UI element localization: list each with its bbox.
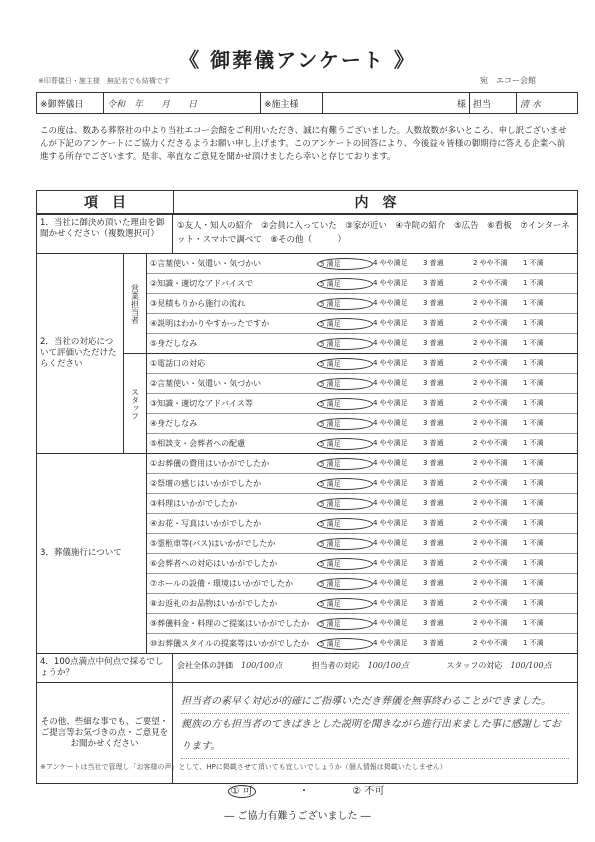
q3-label: 3．葬儀施行について <box>37 454 147 653</box>
table-row <box>147 254 577 274</box>
rating-scale <box>317 258 577 270</box>
rating-option[interactable]: 5 満足 <box>317 318 373 330</box>
rating-option[interactable]: 5 満足 <box>317 378 373 390</box>
rating-scale <box>317 438 577 450</box>
rating-option[interactable]: 1 不満 <box>523 278 544 287</box>
rating-option[interactable]: 4 やや満足 <box>373 378 408 387</box>
comment-line: 担当者の素早く対応が的確にご指導いただき葬儀を無事終わることができました。 <box>181 691 569 714</box>
table-row <box>147 274 577 294</box>
score-label: スタッフの対応 <box>446 660 503 670</box>
rating-scale <box>317 338 577 350</box>
rating-option[interactable]: 3 普通 <box>423 318 444 327</box>
rating-option[interactable]: 4 やや満足 <box>373 458 408 467</box>
q1-section <box>37 215 577 254</box>
score-label: 担当者の対応 <box>311 660 360 670</box>
group-sales-label: 営業担当者 <box>124 254 147 353</box>
rating-option[interactable]: 3 普通 <box>423 558 444 567</box>
rating-option[interactable]: 3 普通 <box>423 458 444 467</box>
rating-option[interactable]: 5 満足 <box>317 398 373 410</box>
question-item: ②祭壇の感じはいかがでしたか <box>150 479 262 488</box>
rating-scale <box>317 618 577 630</box>
rating-option[interactable]: 3 普通 <box>423 478 444 487</box>
rating-option[interactable]: 5 満足 <box>317 578 373 590</box>
table-row <box>147 434 577 453</box>
rating-option[interactable]: 4 やや満足 <box>373 258 408 267</box>
rating-option[interactable]: 4 やや満足 <box>373 318 408 327</box>
q5-label: その他、些細な事でも、ご要望・ご提言等お気づきの点・ご意見をお聞かせください <box>37 683 173 783</box>
question-item: ②知識・適切なアドバイスで <box>150 279 253 288</box>
table-row <box>147 374 577 394</box>
rating-option[interactable]: 2 やや不満 <box>473 298 508 307</box>
rating-option[interactable]: 1 不満 <box>523 638 544 647</box>
rating-option[interactable]: 4 やや満足 <box>373 538 408 547</box>
permission-answer: ① 可 ・ ② 不可 <box>36 782 576 797</box>
question-item: ②言葉使い・気遣い・気づかい <box>150 379 262 388</box>
table-row <box>147 594 577 614</box>
rating-option[interactable]: 2 やや不満 <box>473 398 508 407</box>
rating-option[interactable]: 4 やや満足 <box>373 578 408 587</box>
survey-table <box>36 190 578 784</box>
rating-option[interactable]: 5 満足 <box>317 598 373 610</box>
date-value[interactable]: 令和 年 月 日 <box>104 93 261 113</box>
rating-option[interactable]: 2 やや不満 <box>473 538 508 547</box>
rating-option[interactable]: 2 やや不満 <box>473 378 508 387</box>
rating-option[interactable]: 4 やや満足 <box>373 418 408 427</box>
table-header <box>37 191 577 215</box>
question-item: ④説明はわかりやすかったですか <box>150 319 270 328</box>
rating-option[interactable]: 3 普通 <box>423 618 444 627</box>
rating-scale <box>317 578 577 590</box>
rating-scale <box>317 478 577 490</box>
host-suffix[interactable]: 様 <box>323 93 470 113</box>
rating-scale <box>317 278 577 290</box>
question-item: ⑦ホールの設備・環境はいかがでしたか <box>150 579 294 588</box>
rating-option[interactable]: 1 不満 <box>523 598 544 607</box>
host-label: ※施主様 <box>261 93 323 113</box>
table-row <box>147 574 577 594</box>
score-part <box>173 660 308 671</box>
rating-option[interactable]: 5 満足 <box>317 418 373 430</box>
rating-option[interactable]: 3 普通 <box>423 518 444 527</box>
table-row <box>147 414 577 434</box>
question-item: ③知識・適切なアドバイス等 <box>150 399 253 408</box>
q1-label: 1．当社に御決め頂いた理由を御聞かせください（複数選択可） <box>37 215 173 253</box>
rating-option[interactable]: 5 満足 <box>317 298 373 310</box>
rating-option[interactable]: 2 やや不満 <box>473 618 508 627</box>
q4-label: 4．100点満点中何点で採るでしょうか？ <box>37 654 173 682</box>
company-name: 宛 エコー会館 <box>480 76 536 85</box>
q4-section <box>37 654 577 683</box>
group-staff-label: スタッフ <box>124 354 147 453</box>
rating-scale <box>317 318 577 330</box>
rating-option[interactable]: 1 不満 <box>523 398 544 407</box>
rating-option[interactable]: 2 やや不満 <box>473 558 508 567</box>
rating-option[interactable]: 2 やや不満 <box>473 258 508 267</box>
rating-scale <box>317 458 577 470</box>
rating-option[interactable]: 5 満足 <box>317 498 373 510</box>
rating-scale <box>317 598 577 610</box>
table-row <box>147 634 577 653</box>
rating-option[interactable]: 4 やや満足 <box>373 498 408 507</box>
rating-option[interactable]: 3 普通 <box>423 538 444 547</box>
score-value[interactable]: 100/100点 <box>367 660 409 670</box>
rating-option[interactable]: 1 不満 <box>523 578 544 587</box>
q2-section <box>37 254 577 454</box>
date-label: ※御葬儀日 <box>37 93 104 113</box>
header-row <box>36 92 578 114</box>
rating-option[interactable]: 4 やや満足 <box>373 338 408 347</box>
q2-label: 2．当社の対応について評価いただけたらください <box>37 254 124 453</box>
rating-option[interactable]: 5 満足 <box>317 338 373 350</box>
q2-sales-rows <box>147 254 577 353</box>
question-item: ③見積もりから施行の流れ <box>150 299 246 308</box>
q3-section <box>37 454 577 654</box>
question-item: ①電話口の対応 <box>150 359 206 368</box>
rating-option[interactable]: 5 満足 <box>317 618 373 630</box>
comment-line: 親族の方も担当者のてきぱきとした説明を聞きながら進行出来ました事に感謝しております。 <box>181 714 569 759</box>
rating-option[interactable]: 4 やや満足 <box>373 638 408 647</box>
rating-scale <box>317 498 577 510</box>
table-row <box>147 294 577 314</box>
rating-option[interactable]: 5 満足 <box>317 438 373 450</box>
staff-value[interactable]: 清 水 <box>520 99 541 110</box>
score-label: 会社全体の評価 <box>177 660 233 670</box>
rating-option[interactable]: 1 不満 <box>523 438 544 447</box>
top-note: ※印葬儀日・施主様 無記名でも結構です <box>38 77 170 85</box>
rating-option[interactable]: 4 やや満足 <box>373 278 408 287</box>
table-row <box>147 614 577 634</box>
question-item: ⑩お葬儀スタイルの提案等はいかがでしたか <box>150 639 310 648</box>
rating-option[interactable]: 3 普通 <box>423 258 444 267</box>
table-row <box>147 314 577 334</box>
rating-scale <box>317 558 577 570</box>
rating-option[interactable]: 3 普通 <box>423 598 444 607</box>
answer-yes[interactable]: ① 可 <box>228 785 256 798</box>
rating-option[interactable]: 1 不満 <box>523 338 544 347</box>
rating-scale <box>317 418 577 430</box>
question-item: ⑤身だしなみ <box>150 339 198 348</box>
question-item: ④お花・写真はいかがでしたか <box>150 519 262 528</box>
table-row <box>147 554 577 574</box>
rating-option[interactable]: 4 やや満足 <box>373 518 408 527</box>
rating-option[interactable]: 5 満足 <box>317 518 373 530</box>
question-item: ①言葉使い・気遣い・気づかい <box>150 259 262 268</box>
q2-staff-group <box>124 354 577 453</box>
rating-option[interactable]: 5 満足 <box>317 538 373 550</box>
rating-option[interactable]: 5 満足 <box>317 458 373 470</box>
page-title: 《 御葬儀アンケート 》 <box>179 48 416 72</box>
rating-option[interactable]: 3 普通 <box>423 418 444 427</box>
rating-option[interactable]: 2 やや不満 <box>473 518 508 527</box>
rating-option[interactable]: 2 やや不満 <box>473 418 508 427</box>
rating-option[interactable]: 1 不満 <box>523 538 544 547</box>
rating-option[interactable]: 1 不満 <box>523 358 544 367</box>
rating-option[interactable]: 2 やや不満 <box>473 478 508 487</box>
score-value[interactable]: 100/100点 <box>241 660 283 670</box>
table-row <box>147 354 577 374</box>
score-value[interactable]: 100/100点 <box>510 660 552 670</box>
table-row <box>147 454 577 474</box>
rating-scale <box>317 538 577 550</box>
rating-option[interactable]: 4 やや満足 <box>373 618 408 627</box>
rating-option[interactable]: 4 やや満足 <box>373 358 408 367</box>
rating-option[interactable]: 4 やや満足 <box>373 478 408 487</box>
rating-option[interactable]: 4 やや満足 <box>373 598 408 607</box>
rating-scale <box>317 398 577 410</box>
table-row <box>147 494 577 514</box>
question-item: ⑨葬儀料金・料理のご提案はいかがでしたか <box>150 619 310 628</box>
rating-option[interactable]: 2 やや不満 <box>473 498 508 507</box>
rating-option[interactable]: 2 やや不満 <box>473 438 508 447</box>
rating-scale <box>317 298 577 310</box>
rating-option[interactable]: 1 不満 <box>523 318 544 327</box>
col-content: 内 容 <box>354 195 397 211</box>
rating-option[interactable]: 1 不満 <box>523 498 544 507</box>
question-item: ④身だしなみ <box>150 419 198 428</box>
q2-staff-rows <box>147 354 577 453</box>
col-item: 項 目 <box>37 191 174 213</box>
footnote: ※アンケートは当社で管理し「お客様の声」として、HPに掲載させて頂いても宜しいでしょうか（個人情報は掲載いたしません） <box>40 763 447 771</box>
q1-options[interactable]: ①友人・知人の紹介 ②会員に入っていた ③家が近い ④寺院の紹介 ⑤広告 ⑥看板 ⑦インターネット・スマホで調べて ⑧その他（ ） <box>177 221 570 245</box>
rating-option[interactable]: 2 やや不満 <box>473 338 508 347</box>
rating-option[interactable]: 2 やや不満 <box>473 578 508 587</box>
question-item: ⑧お返礼のお品物はいかがでしたか <box>150 599 278 608</box>
table-row <box>147 534 577 554</box>
rating-option[interactable]: 3 普通 <box>423 398 444 407</box>
table-row <box>147 394 577 414</box>
rating-option[interactable]: 3 普通 <box>423 498 444 507</box>
rating-option[interactable]: 5 満足 <box>317 358 373 370</box>
rating-option[interactable]: 3 普通 <box>423 378 444 387</box>
rating-option[interactable]: 3 普通 <box>423 358 444 367</box>
answer-no[interactable]: ② 不可 <box>352 786 385 797</box>
rating-option[interactable]: 2 やや不満 <box>473 598 508 607</box>
thanks-text: ― ご協力有難うございました ― <box>224 811 371 822</box>
rating-option[interactable]: 5 満足 <box>317 258 373 270</box>
rating-option[interactable]: 1 不満 <box>523 558 544 567</box>
question-item: ⑤霊柩車等(バス)はいかがでしたか <box>150 539 276 548</box>
rating-option[interactable]: 5 満足 <box>317 478 373 490</box>
question-item: ①お葬儀の費用はいかがでしたか <box>150 459 270 468</box>
rating-option[interactable]: 4 やや満足 <box>373 438 408 447</box>
question-item: ③料理はいかがでしたか <box>150 499 238 508</box>
rating-option[interactable]: 2 やや不満 <box>473 638 508 647</box>
rating-scale <box>317 358 577 370</box>
rating-option[interactable]: 2 やや不満 <box>473 318 508 327</box>
rating-option[interactable]: 5 満足 <box>317 558 373 570</box>
table-row <box>147 334 577 353</box>
rating-scale <box>317 518 577 530</box>
staff-label: 担当 <box>470 93 517 113</box>
rating-option[interactable]: 4 やや満足 <box>373 558 408 567</box>
q3-rows <box>147 454 577 653</box>
rating-option[interactable]: 5 満足 <box>317 638 373 650</box>
rating-option[interactable]: 5 満足 <box>317 278 373 290</box>
rating-option[interactable]: 3 普通 <box>423 578 444 587</box>
table-row <box>147 474 577 494</box>
q2-sales-group <box>124 254 577 354</box>
score-part <box>442 660 577 671</box>
question-item: ⑤相談支・会葬者への配慮 <box>150 439 246 448</box>
table-row <box>147 514 577 534</box>
rating-option[interactable]: 2 やや不満 <box>473 358 508 367</box>
score-part <box>308 660 443 671</box>
rating-option[interactable]: 3 普通 <box>423 338 444 347</box>
intro-text: この度は、数ある葬祭社の中より当社エコー会館をご利用いただき、誠に有難うございました。人数故数が多いところ、申し訳ございませんが下記のアンケートにご協力くださるようお願い申し上げます。このアンケートの回答により、今後益々皆様の御期待に答える企業へ前進する所存でございます。是非、率直なご意見を聞かせ頂けましたら幸いと存じております。 <box>40 126 567 162</box>
rating-option[interactable]: 1 不満 <box>523 618 544 627</box>
rating-option[interactable]: 3 普通 <box>423 278 444 287</box>
rating-option[interactable]: 2 やや不満 <box>473 458 508 467</box>
q4-scores <box>173 654 577 676</box>
rating-option[interactable]: 2 やや不満 <box>473 278 508 287</box>
rating-option[interactable]: 1 不満 <box>523 418 544 427</box>
rating-option[interactable]: 3 普通 <box>423 438 444 447</box>
rating-option[interactable]: 4 やや満足 <box>373 398 408 407</box>
rating-option[interactable]: 3 普通 <box>423 638 444 647</box>
rating-scale <box>317 638 577 650</box>
rating-option[interactable]: 4 やや満足 <box>373 298 408 307</box>
rating-option[interactable]: 1 不満 <box>523 478 544 487</box>
rating-option[interactable]: 1 不満 <box>523 378 544 387</box>
rating-option[interactable]: 3 普通 <box>423 298 444 307</box>
rating-scale <box>317 378 577 390</box>
rating-option[interactable]: 1 不満 <box>523 258 544 267</box>
question-item: ⑥会葬者への対応はいかがでしたか <box>150 559 278 568</box>
rating-option[interactable]: 1 不満 <box>523 298 544 307</box>
rating-option[interactable]: 1 不満 <box>523 458 544 467</box>
rating-option[interactable]: 1 不満 <box>523 518 544 527</box>
